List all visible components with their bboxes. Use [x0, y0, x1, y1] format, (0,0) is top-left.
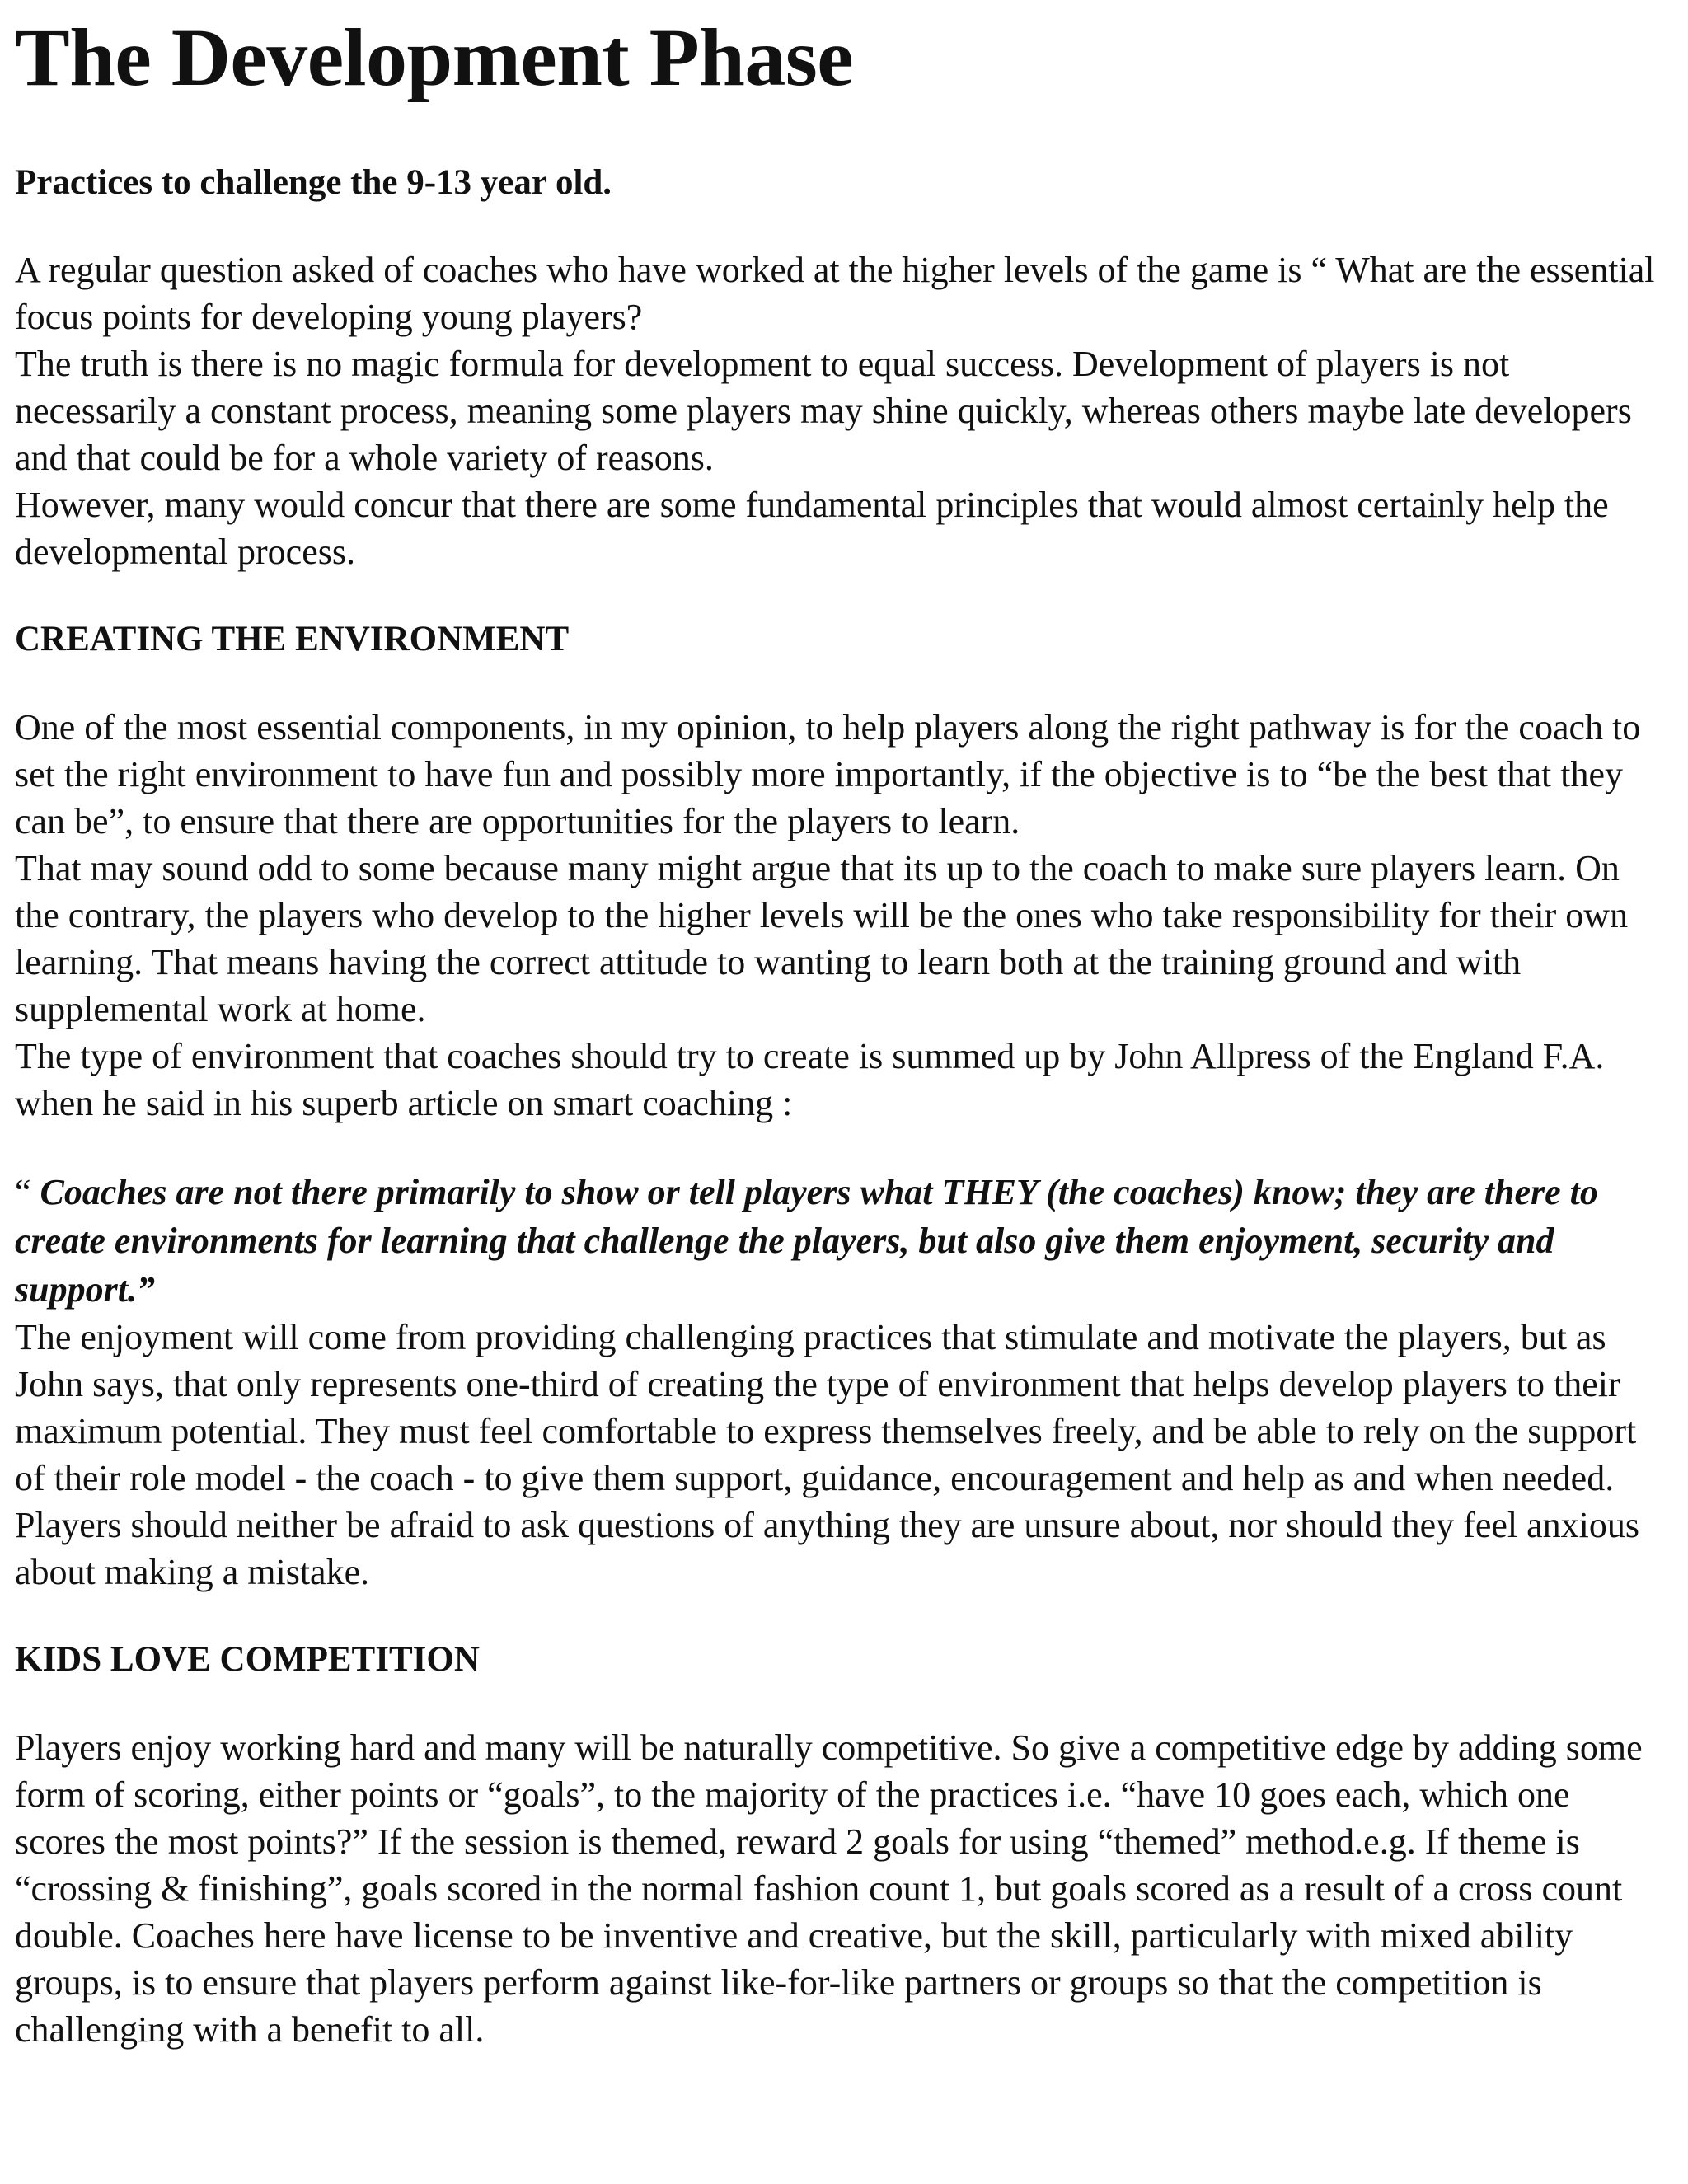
environment-block	[15, 704, 1663, 1127]
block-quote	[15, 1168, 1663, 1314]
environment-paragraph-2: That may sound odd to some because many might argue that its up to the coach to make sure players learn. On the contrary, the players who develop to the higher levels will be the ones who take responsibility for their own learning. That means having the correct attitude to wanting to learn both at the training ground and with supplemental work at home.	[15, 848, 1629, 1029]
subtitle: Practices to challenge the 9-13 year old.	[15, 163, 612, 202]
intro-paragraph-3: However, many would concur that there are some fundamental principles that would almost certainly help the developmental process.	[15, 485, 1609, 572]
page-title: The Development Phase	[15, 12, 854, 103]
quote-open-mark: “	[15, 1172, 40, 1212]
environment-paragraph-1: One of the most essential components, in my opinion, to help players along the right pathway is for the coach to set the right environment to have fun and possibly more importantly, if the objective is to “be the best that they can be”, to ensure that there are opportunities for the players to learn.	[15, 707, 1641, 841]
section-heading-competition: KIDS LOVE COMPETITION	[15, 1640, 480, 1679]
intro-paragraph-2: The truth is there is no magic formula for development to equal success. Development of players is not necessarily a constant process, meaning some players may shine quickly, whereas others maybe late developers and that could be for a whole variety of reasons.	[15, 344, 1632, 478]
environment-paragraph-3: The type of environment that coaches should try to create is summed up by John Allpress of the England F.A. when he said in his superb article on smart coaching :	[15, 1036, 1605, 1123]
intro-block	[15, 246, 1663, 575]
section-heading-environment: CREATING THE ENVIRONMENT	[15, 620, 570, 658]
intro-paragraph-1: A regular question asked of coaches who have worked at the higher levels of the game is “ What are the essential focus points for developing young players?	[15, 250, 1655, 337]
quote-text: Coaches are not there primarily to show or tell players what THEY (the coaches) know; they are there to create environments for learning that challenge the players, but also give them enjoyment, security and support.”	[15, 1172, 1598, 1310]
environment-paragraph-after-quote: The enjoyment will come from providing challenging practices that stimulate and motivate the players, but as John says, that only represents one-third of creating the type of environment that helps develop players to their maximum potential. They must feel comfortable to express themselves freely, and be able to rely on the support of their role model - the coach - to give them support, guidance, encouragement and help as and when needed. Players should neither be afraid to ask questions of anything they are unsure about, nor should they feel anxious about making a mistake.	[15, 1317, 1639, 1592]
document-page	[15, 0, 1663, 2053]
competition-paragraph: Players enjoy working hard and many will be naturally competitive. So give a competitive edge by adding some form of scoring, either points or “goals”, to the majority of the practices i.e. “have 10 goes each, which one scores the most points?” If the session is themed, reward 2 goals for using “themed” method.e.g. If theme is “crossing & finishing”, goals scored in the normal fashion count 1, but goals scored as a result of a cross count double. Coaches here have license to be inventive and creative, but the skill, particularly with mixed ability groups, is to ensure that players perform against like-for-like partners or groups so that the competition is challenging with a benefit to all.	[15, 1727, 1643, 2050]
